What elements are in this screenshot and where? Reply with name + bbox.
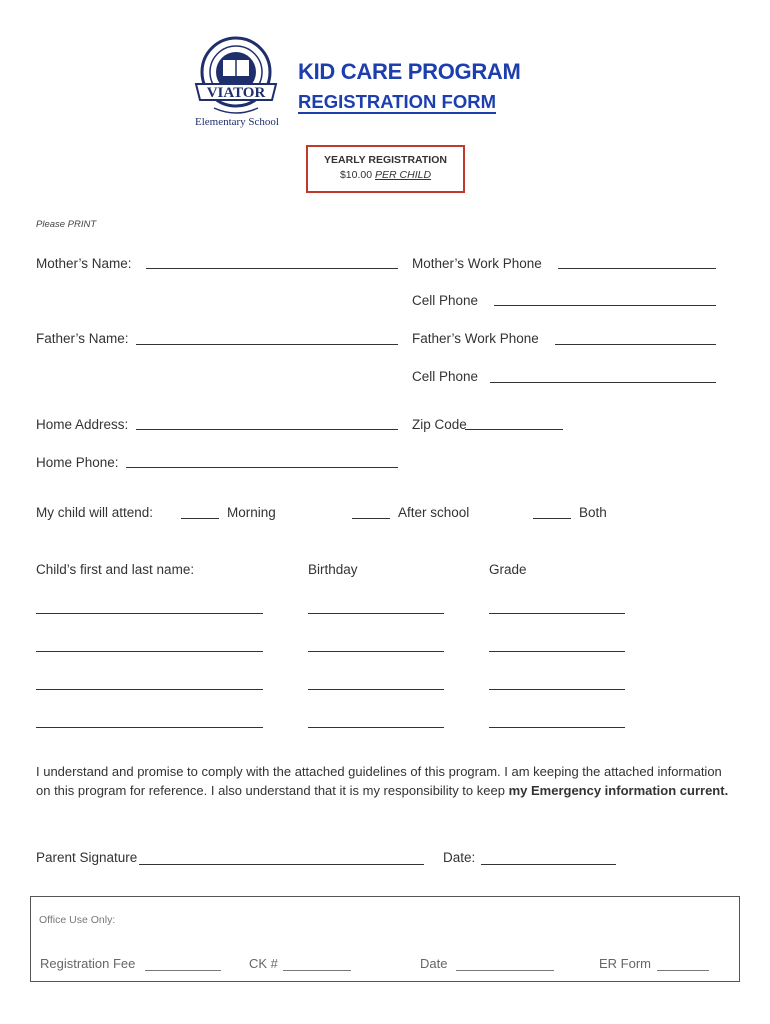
parent-signature-field[interactable] (139, 864, 424, 865)
registration-fee-field[interactable] (145, 970, 221, 971)
fathers-name-field[interactable] (136, 344, 398, 345)
svg-text:VIATOR: VIATOR (206, 85, 266, 101)
both-option: Both (579, 505, 607, 520)
fathers-work-phone-field[interactable] (555, 344, 716, 345)
grade-header: Grade (489, 562, 527, 577)
child-grade-field[interactable] (489, 651, 625, 652)
child-name-field[interactable] (36, 727, 263, 728)
child-grade-field[interactable] (489, 727, 625, 728)
zip-code-field[interactable] (465, 429, 563, 430)
page-subtitle: REGISTRATION FORM (298, 91, 497, 112)
mothers-name-label: Mother’s Name: (36, 256, 132, 271)
child-name-header: Child’s first and last name: (36, 562, 195, 577)
child-name-field[interactable] (36, 689, 263, 690)
child-grade-field[interactable] (489, 613, 625, 614)
registration-fee-label: Registration Fee (40, 956, 136, 971)
ck-number-field[interactable] (283, 970, 351, 971)
mothers-cell-phone-field[interactable] (494, 305, 716, 306)
mothers-name-field[interactable] (146, 268, 398, 269)
child-birthday-field[interactable] (308, 651, 444, 652)
home-phone-label: Home Phone: (36, 455, 119, 470)
mothers-work-phone-field[interactable] (558, 268, 716, 269)
office-date-label: Date (420, 956, 448, 971)
ck-number-label: CK # (249, 956, 278, 971)
home-address-label: Home Address: (36, 417, 129, 432)
child-birthday-field[interactable] (308, 727, 444, 728)
child-grade-field[interactable] (489, 689, 625, 690)
home-address-field[interactable] (136, 429, 398, 430)
page-title: KID CARE PROGRAM (298, 59, 521, 84)
agreement-statement: I understand and promise to comply with the attached guidelines of this program. I am keeping the attached information on this program for reference. I also understand that it is my responsibility to keep my Emergency information current. (36, 764, 729, 798)
signature-date-label: Date: (443, 850, 476, 865)
after-school-option: After school (398, 505, 470, 520)
child-name-field[interactable] (36, 651, 263, 652)
er-form-field[interactable] (657, 970, 709, 971)
er-form-label: ER Form (599, 956, 651, 971)
fee-box-price: $10.00 PER CHILD (339, 169, 432, 181)
child-birthday-field[interactable] (308, 689, 444, 690)
mothers-cell-phone-label: Cell Phone (412, 293, 479, 308)
both-checkbox[interactable] (533, 518, 571, 519)
fathers-cell-phone-label: Cell Phone (412, 369, 479, 384)
morning-option: Morning (227, 505, 276, 520)
fee-box-heading: YEARLY REGISTRATION (324, 154, 447, 166)
fee-box (306, 145, 465, 193)
parent-signature-label: Parent Signature (36, 850, 138, 865)
signature-date-field[interactable] (481, 864, 616, 865)
mothers-work-phone-label: Mother’s Work Phone (412, 256, 542, 271)
fathers-work-phone-label: Father’s Work Phone (412, 331, 539, 346)
fathers-cell-phone-field[interactable] (490, 382, 716, 383)
morning-checkbox[interactable] (181, 518, 219, 519)
office-use-box (30, 896, 740, 982)
office-date-field[interactable] (456, 970, 554, 971)
after-school-checkbox[interactable] (352, 518, 390, 519)
fathers-name-label: Father’s Name: (36, 331, 129, 346)
home-phone-field[interactable] (126, 467, 398, 468)
instructions: Please PRINT (36, 219, 97, 230)
office-use-title: Office Use Only: (39, 914, 116, 926)
attendance-label: My child will attend: (36, 505, 154, 520)
zip-code-label: Zip Code (412, 417, 467, 432)
child-name-field[interactable] (36, 613, 263, 614)
birthday-header: Birthday (308, 562, 358, 577)
school-name: Elementary School (194, 116, 279, 128)
child-birthday-field[interactable] (308, 613, 444, 614)
